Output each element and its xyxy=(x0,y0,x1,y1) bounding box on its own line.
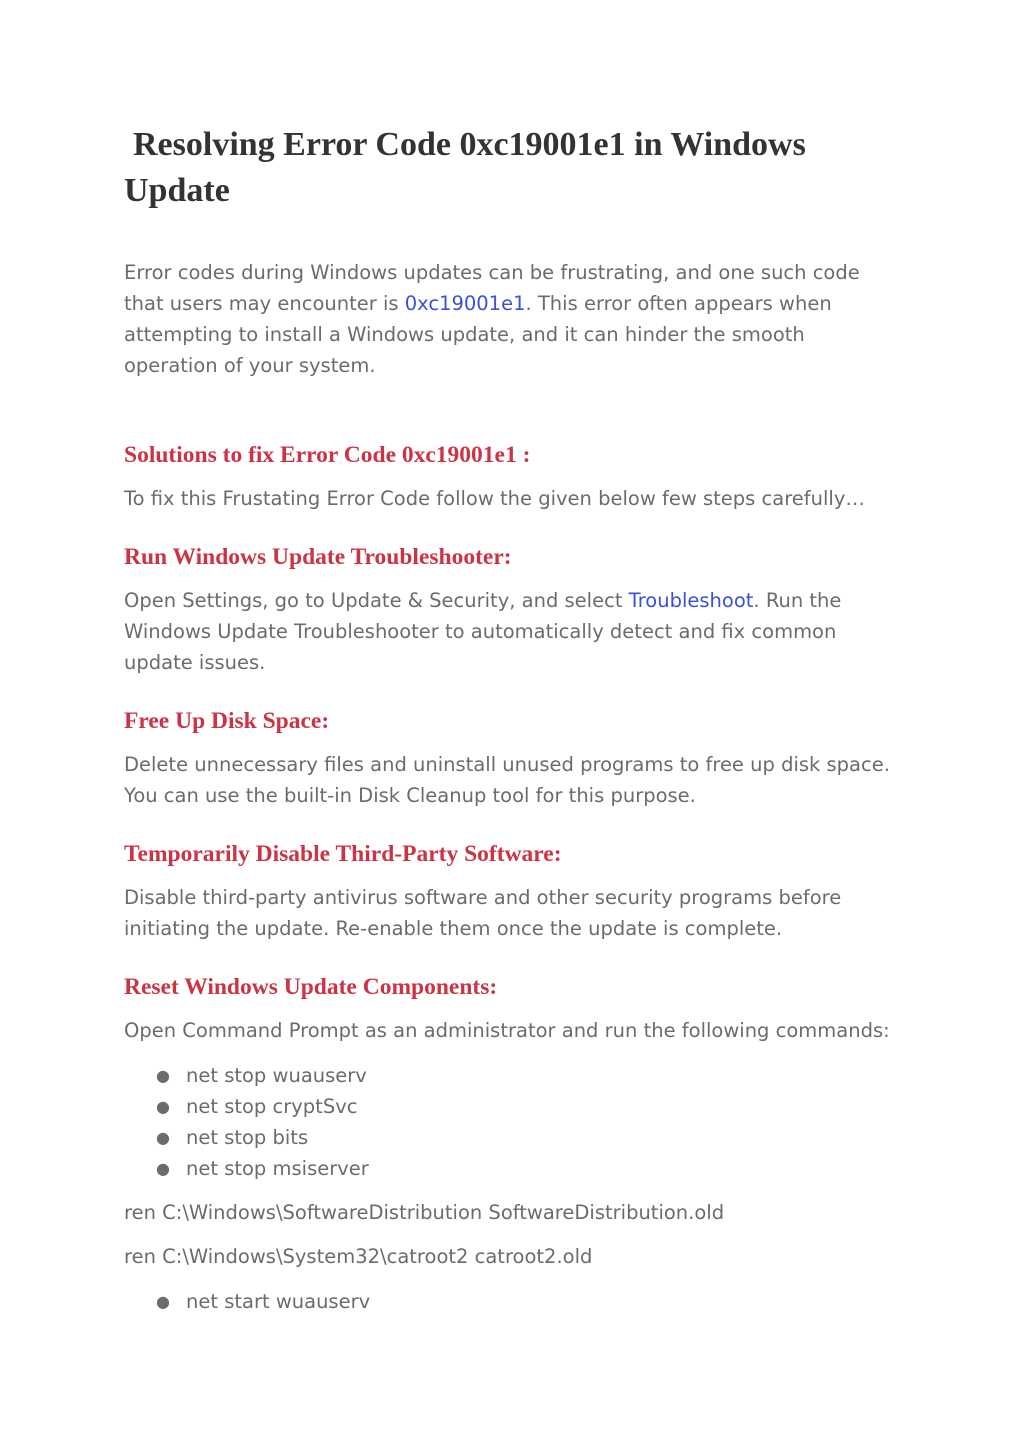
troubleshooter-heading: Run Windows Update Troubleshooter: xyxy=(124,544,512,570)
stop-commands-list xyxy=(124,1060,914,1184)
troubleshooter-paragraph xyxy=(124,585,884,678)
bullet-icon: ● xyxy=(156,1097,170,1116)
third-party-heading: Temporarily Disable Third-Party Software: xyxy=(124,841,562,867)
list-item xyxy=(124,1286,914,1317)
command-text: net stop bits xyxy=(186,1126,309,1149)
troubleshooter-text-end: . Run the Windows Update Troubleshooter to automatically detect and fix common update issues. xyxy=(124,589,842,674)
bullet-icon: ● xyxy=(156,1066,170,1085)
reset-heading: Reset Windows Update Components: xyxy=(124,974,498,1000)
reset-text: Open Command Prompt as an administrator and run the following commands: xyxy=(124,1019,890,1042)
troubleshooter-text-start: Open Settings, go to Update & Security, and select xyxy=(124,589,629,612)
list-item xyxy=(124,1091,914,1122)
bullet-icon: ● xyxy=(156,1159,170,1178)
document-title: Resolving Error Code 0xc19001e1 in Windows Update xyxy=(124,126,806,209)
command-text: net start wuauserv xyxy=(186,1290,371,1313)
command-text: net stop msiserver xyxy=(186,1157,369,1180)
command-text: net stop wuauserv xyxy=(186,1064,367,1087)
troubleshoot-link[interactable]: Troubleshoot xyxy=(628,589,754,612)
solutions-heading: Solutions to fix Error Code 0xc19001e1 : xyxy=(124,442,531,468)
intro-text-end: . This error often appears when attempting to install a Windows update, and it can hinder the smooth operation of your system. xyxy=(124,292,832,377)
list-item xyxy=(124,1060,914,1091)
command-text: net stop cryptSvc xyxy=(186,1095,358,1118)
list-item xyxy=(124,1153,914,1184)
start-commands-list xyxy=(124,1286,914,1317)
disk-space-text: Delete unnecessary files and uninstall unused programs to free up disk space. You can use the built-in Disk Cleanup tool for this purpose. xyxy=(124,753,890,807)
bullet-icon: ● xyxy=(156,1128,170,1147)
intro-text-start: Error codes during Windows updates can be frustrating, and one such code that users may encounter is xyxy=(124,261,860,315)
third-party-text: Disable third-party antivirus software and other security programs before initiating the update. Re-enable them once the update is complete. xyxy=(124,886,842,940)
document-page xyxy=(124,122,914,1317)
rename-command-1: ren C:\Windows\SoftwareDistribution SoftwareDistribution.old xyxy=(124,1201,725,1224)
bullet-icon: ● xyxy=(156,1292,170,1311)
disk-space-heading: Free Up Disk Space: xyxy=(124,708,330,734)
rename-command-2: ren C:\Windows\System32\catroot2 catroot2.old xyxy=(124,1245,593,1268)
solutions-text: To fix this Frustating Error Code follow the given below few steps carefully… xyxy=(124,487,865,510)
intro-paragraph xyxy=(124,257,884,381)
list-item xyxy=(124,1122,914,1153)
error-code-link[interactable]: 0xc19001e1 xyxy=(404,292,526,315)
